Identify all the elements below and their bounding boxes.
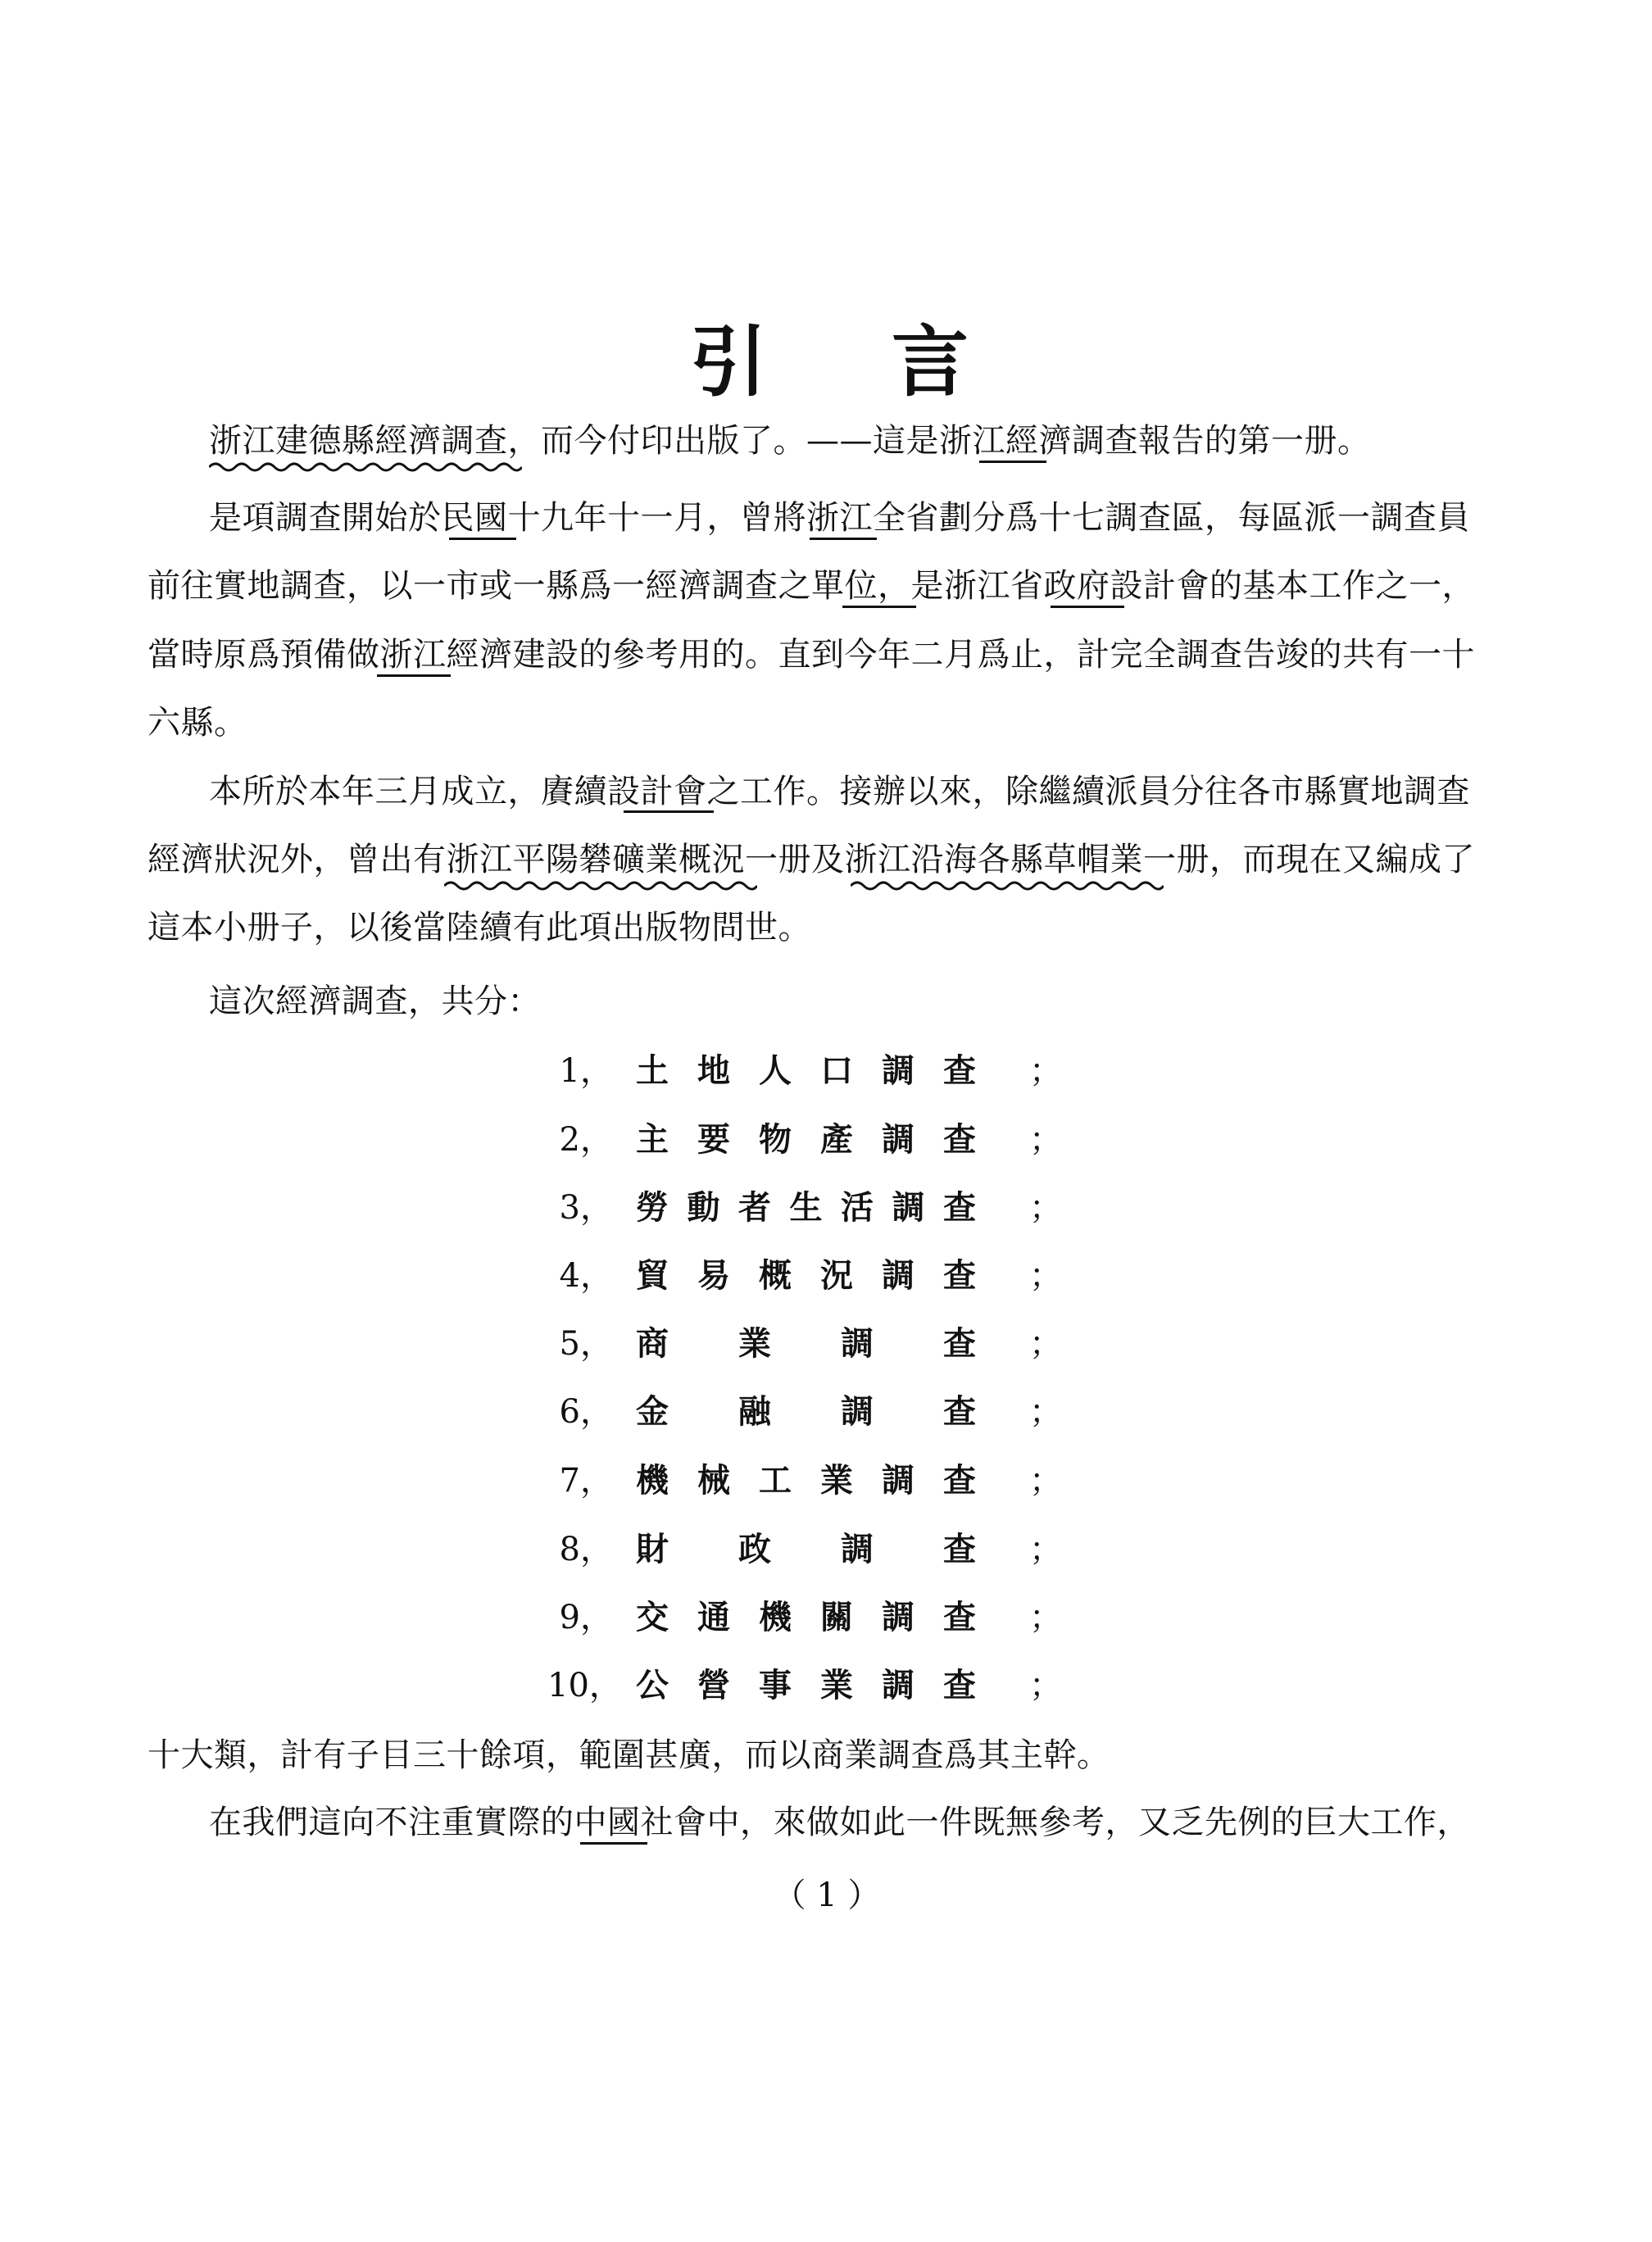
category-punctuation: ； bbox=[1029, 1531, 1062, 1568]
survey-category-item bbox=[547, 1322, 1062, 1366]
survey-category-item bbox=[547, 1663, 1062, 1708]
survey-history-line-4: 六縣。 bbox=[148, 704, 247, 742]
title-character-right: 言 bbox=[891, 317, 969, 407]
category-punctuation: ； bbox=[1029, 1462, 1062, 1500]
category-label: 土地人口調查 bbox=[636, 1051, 976, 1090]
category-punctuation: ； bbox=[1029, 1257, 1062, 1295]
survey-category-item bbox=[547, 1118, 1062, 1162]
category-label: 公營事業調查 bbox=[636, 1666, 976, 1704]
category-label: 交通機關調查 bbox=[636, 1598, 976, 1636]
survey-history-line-1: 是項調查開始於民國十九年十一月，曾將浙江全省劃分爲十七調查區，每區派一調查員 bbox=[209, 499, 1470, 537]
survey-history-line-2: 前往實地調查，以一市或一縣爲一經濟調查之單位，是浙江省政府設計會的基本工作之一， bbox=[148, 567, 1475, 605]
publication-wavy-underline bbox=[851, 879, 1164, 892]
category-number: 6， bbox=[559, 1393, 613, 1431]
wavy-line-graphic bbox=[209, 461, 522, 474]
continued-paragraph-line: 在我們這向不注重實際的中國社會中，來做如此一件既無參考，又乏先例的巨大工作， bbox=[209, 1804, 1470, 1841]
page-number: （ 1 ） bbox=[773, 1877, 881, 1914]
institute-paragraph-line-2: 經濟狀況外，曾出有浙江平陽礬礦業概況一册及浙江沿海各縣草帽業一册，而現在又編成了 bbox=[148, 841, 1475, 878]
category-label: 機械工業調查 bbox=[636, 1461, 976, 1500]
category-number: 9， bbox=[559, 1599, 613, 1636]
category-punctuation: ； bbox=[1029, 1393, 1062, 1431]
place-name-underline bbox=[842, 606, 916, 608]
survey-category-item bbox=[547, 1254, 1062, 1298]
category-number: 4， bbox=[559, 1257, 613, 1295]
publication-wavy-underline bbox=[444, 879, 757, 892]
category-number: 5， bbox=[559, 1325, 613, 1363]
place-name-underline bbox=[449, 538, 516, 540]
preface-title bbox=[690, 317, 969, 407]
category-label: 主要物產調查 bbox=[636, 1120, 976, 1159]
category-number: 3， bbox=[559, 1189, 613, 1227]
opening-paragraph: 浙江建德縣經濟調查，而今付印出版了。——這是浙江經濟調查報告的第一册。 bbox=[209, 422, 1371, 460]
category-punctuation: ； bbox=[1029, 1052, 1062, 1090]
title-character-left: 引 bbox=[690, 317, 768, 407]
category-label: 商業調查 bbox=[636, 1324, 976, 1363]
wavy-line-graphic bbox=[444, 879, 757, 892]
category-punctuation: ； bbox=[1029, 1189, 1062, 1227]
category-punctuation: ； bbox=[1029, 1325, 1062, 1363]
survey-history-line-3: 當時原爲預備做浙江經濟建設的參考用的。直到今年二月爲止，計完全調查告竣的共有一十 bbox=[148, 636, 1475, 674]
category-label: 財政調查 bbox=[636, 1530, 976, 1568]
category-summary: 十大類，計有子目三十餘項，範圍甚廣，而以商業調查爲其主幹。 bbox=[148, 1736, 1110, 1774]
category-punctuation: ； bbox=[1029, 1121, 1062, 1159]
place-name-underline bbox=[810, 538, 877, 540]
institute-paragraph-line-3: 這本小册子，以後當陸續有此項出版物問世。 bbox=[148, 909, 811, 946]
survey-category-item bbox=[547, 1049, 1062, 1093]
category-punctuation: ； bbox=[1029, 1599, 1062, 1636]
place-name-underline bbox=[979, 461, 1046, 463]
survey-category-item bbox=[547, 1186, 1062, 1230]
category-number: 2， bbox=[559, 1121, 613, 1159]
institute-paragraph-line-1: 本所於本年三月成立，賡續設計會之工作。接辦以來，除繼續派員分往各市縣實地調查 bbox=[209, 773, 1470, 810]
category-list-introduction: 這次經濟調查，共分： bbox=[209, 983, 541, 1020]
place-name-underline bbox=[377, 674, 451, 677]
survey-category-item bbox=[547, 1390, 1062, 1434]
survey-category-item bbox=[547, 1459, 1062, 1503]
category-number: 7， bbox=[559, 1462, 613, 1500]
book-title-wavy-underline bbox=[209, 461, 522, 474]
country-name-underline bbox=[580, 1842, 647, 1845]
organization-underline bbox=[1051, 606, 1124, 608]
category-number: 1， bbox=[559, 1052, 613, 1090]
category-punctuation: ； bbox=[1029, 1667, 1062, 1704]
survey-category-item bbox=[547, 1595, 1062, 1640]
category-label: 金融調查 bbox=[636, 1392, 976, 1431]
category-label: 貿易概況調查 bbox=[636, 1256, 976, 1295]
survey-category-item bbox=[547, 1527, 1062, 1572]
category-label: 勞動者生活調查 bbox=[636, 1188, 976, 1227]
survey-category-list bbox=[547, 1049, 1062, 1713]
wavy-line-graphic bbox=[851, 879, 1164, 892]
category-number: 10， bbox=[547, 1667, 622, 1704]
category-number: 8， bbox=[559, 1531, 613, 1568]
